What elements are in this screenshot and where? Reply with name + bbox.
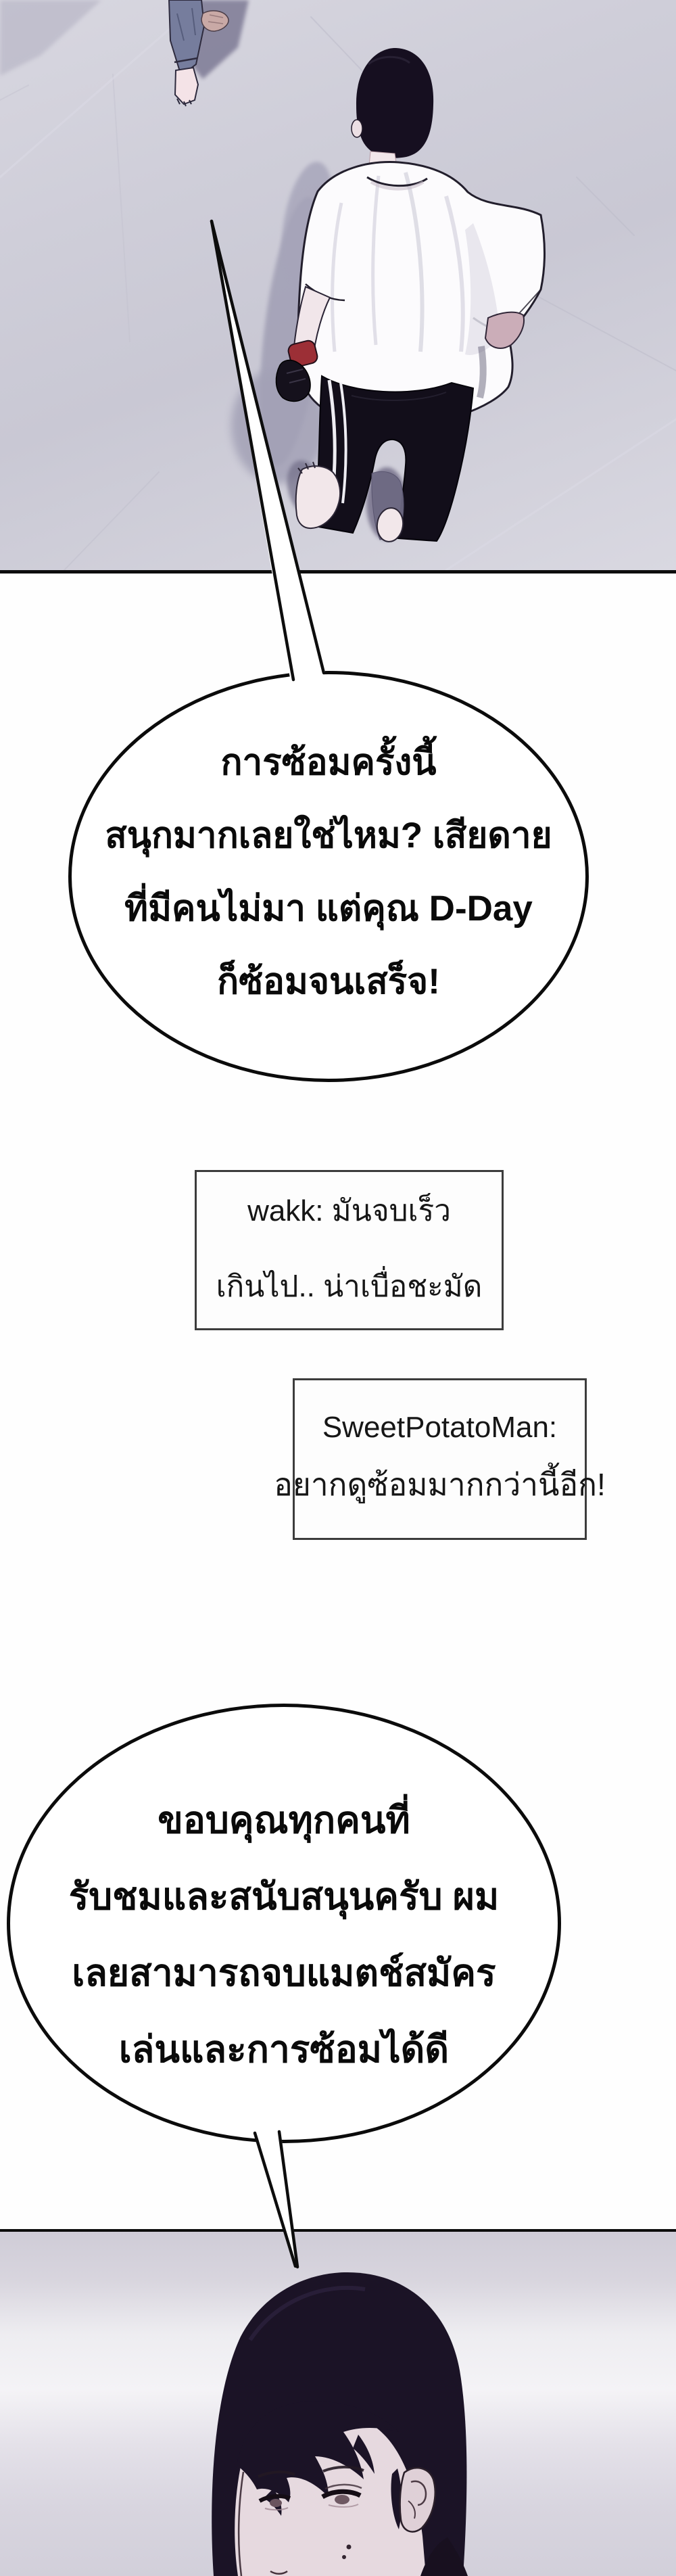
hair (356, 48, 433, 158)
chat-message-sweetpotatoman (274, 1378, 606, 1540)
chat-1-line-2: เกินไป.. น่าเบื่อชะมัด (216, 1270, 483, 1303)
panel-topdown-scene (0, 0, 676, 573)
bubble-1-line-1: การซ้อมครั้งนี้ (220, 743, 437, 782)
panel-closeup-face (0, 2229, 676, 2576)
speech-bubble-1 (68, 671, 589, 1082)
bubble-2-line-3: เลยสามารถจบแมตช์สมัคร (72, 1952, 496, 1994)
bubble-1-line-2: สนุกมากเลยใช่ไหม? เสียดาย (105, 816, 552, 856)
chat-message-wakk (195, 1170, 504, 1330)
ear (352, 120, 362, 137)
bubble-1-line-4: ก็ซ้อมจนเสร็จ! (217, 962, 440, 1002)
bubble-1-line-3: ที่มีคนไม่มา แต่คุณ D-Day (124, 889, 533, 929)
closeup-face-art (0, 2232, 676, 2576)
bubble-2-line-1: ขอบคุณทุกคนที่ (158, 1799, 410, 1841)
cheek-moles (347, 2545, 352, 2550)
chat-1-line-1: wakk: มันจบเร็ว (247, 1194, 451, 1227)
chat-2-line-2: อยากดูซ้อมมากกว่านี้อีก! (274, 1466, 606, 1502)
main-character-topdown (276, 48, 544, 543)
bubble-2-line-4: เล่นและการซ้อมได้ดี (118, 2028, 450, 2070)
bubble-2-line-2: รับชมและสนับสนุนครับ ผม (68, 1875, 500, 1917)
topdown-scene-art (0, 0, 676, 570)
speech-bubble-2 (7, 1704, 561, 2143)
chat-2-line-1: SweetPotatoMan: (322, 1411, 558, 1444)
